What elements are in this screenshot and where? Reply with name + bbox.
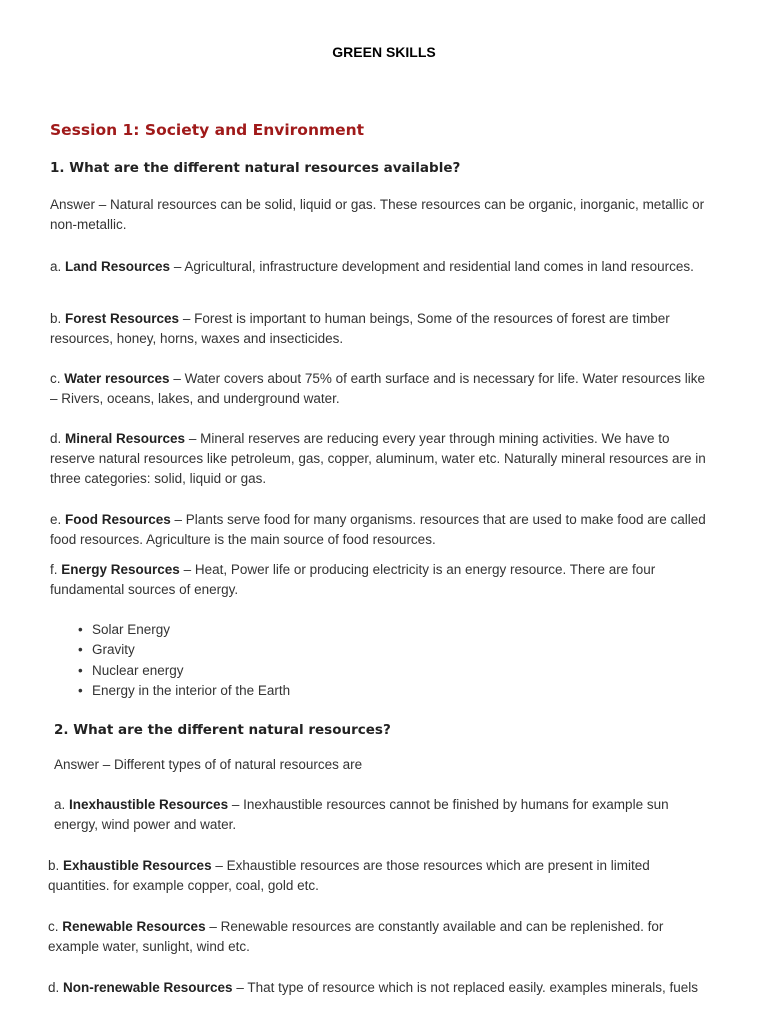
item-text: – That type of resource which is not replaced easily. examples minerals, fuels	[232, 980, 699, 995]
bullet-icon: •	[78, 662, 83, 678]
item-term: Inexhaustible Resources	[69, 797, 229, 812]
question-2: 2. What are the different natural resources?	[54, 722, 391, 738]
item-energy-resources	[50, 560, 710, 600]
item-term: Land Resources	[65, 259, 171, 274]
item-prefix: c.	[48, 919, 63, 934]
item-forest-resources	[50, 309, 710, 348]
item-text: – Water covers about 75% of earth surface and is necessary for life. Water resources like – Rivers, oceans, lakes, and underground water.	[50, 371, 706, 406]
item-prefix: b.	[48, 858, 64, 873]
item-term: Mineral Resources	[65, 431, 186, 446]
question-1: 1. What are the different natural resources available?	[50, 160, 461, 176]
answer-1: Answer – Natural resources can be solid, liquid or gas. These resources can be organic, inorganic, metallic or non-metallic.	[50, 197, 705, 232]
list-item-label: Energy in the interior of the Earth	[92, 682, 291, 698]
energy-sources-list	[62, 620, 290, 701]
list-item	[78, 620, 290, 640]
session-heading: Session 1: Society and Environment	[50, 121, 365, 139]
bullet-icon: •	[78, 682, 83, 698]
item-prefix: f.	[50, 562, 62, 577]
item-prefix: a.	[50, 259, 66, 274]
item-term: Exhaustible Resources	[63, 858, 212, 873]
list-item	[78, 681, 291, 701]
item-text: – Mineral reserves are reducing every year through mining activities. We have to reserve natural resources like petroleum, gas, copper, aluminum, water etc. Naturally mineral resources are in three categories: solid, liquid or gas.	[50, 431, 706, 486]
item-mineral-resources	[50, 429, 710, 489]
document-title: GREEN SKILLS	[332, 44, 436, 60]
item-term: Non-renewable Resources	[63, 980, 233, 995]
list-item	[78, 640, 290, 660]
answer-2: Answer – Different types of of natural resources are	[54, 757, 363, 772]
item-inexhaustible-resources	[54, 795, 714, 835]
item-land-resources	[50, 257, 710, 277]
item-food-resources	[50, 510, 710, 550]
item-text: – Forest is important to human beings, Some of the resources of forest are timber resources, honey, horns, waxes and insecticides.	[50, 311, 670, 346]
item-term: Energy Resources	[61, 562, 180, 577]
item-non-renewable-resources	[48, 978, 708, 998]
item-text: – Plants serve food for many organisms. resources that are used to make food are called food resources. Agriculture is the main source of food resources.	[50, 512, 706, 547]
item-prefix: d.	[50, 431, 66, 446]
list-item-label: Gravity	[92, 642, 135, 658]
item-term: Forest Resources	[65, 311, 180, 326]
item-prefix: e.	[50, 512, 66, 527]
bullet-icon: •	[78, 622, 83, 637]
item-prefix: d.	[48, 980, 64, 995]
item-term: Water resources	[64, 371, 170, 386]
item-text: – Inexhaustible resources cannot be finished by humans for example sun energy, wind power and water.	[54, 797, 669, 832]
bullet-icon: •	[78, 642, 83, 658]
item-exhaustible-resources	[48, 856, 708, 896]
item-prefix: c.	[50, 371, 65, 386]
list-item-label: Nuclear energy	[92, 662, 184, 678]
item-term: Food Resources	[65, 512, 171, 527]
item-renewable-resources	[48, 917, 708, 957]
item-prefix: a.	[54, 797, 70, 812]
item-text: – Renewable resources are constantly available and can be replenished. for example water, sunlight, wind etc.	[48, 919, 664, 954]
item-text: – Heat, Power life or producing electricity is an energy resource. There are four fundamental sources of energy.	[50, 562, 656, 597]
list-item	[78, 661, 290, 681]
item-text: – Agricultural, infrastructure development and residential land comes in land resources.	[170, 259, 694, 274]
item-term: Renewable Resources	[62, 919, 206, 934]
list-item-label: Solar Energy	[92, 622, 171, 637]
item-water-resources	[50, 369, 710, 409]
item-text: – Exhaustible resources are those resources which are present in limited quantities. for example copper, coal, gold etc.	[48, 858, 650, 893]
item-prefix: b.	[50, 311, 66, 326]
